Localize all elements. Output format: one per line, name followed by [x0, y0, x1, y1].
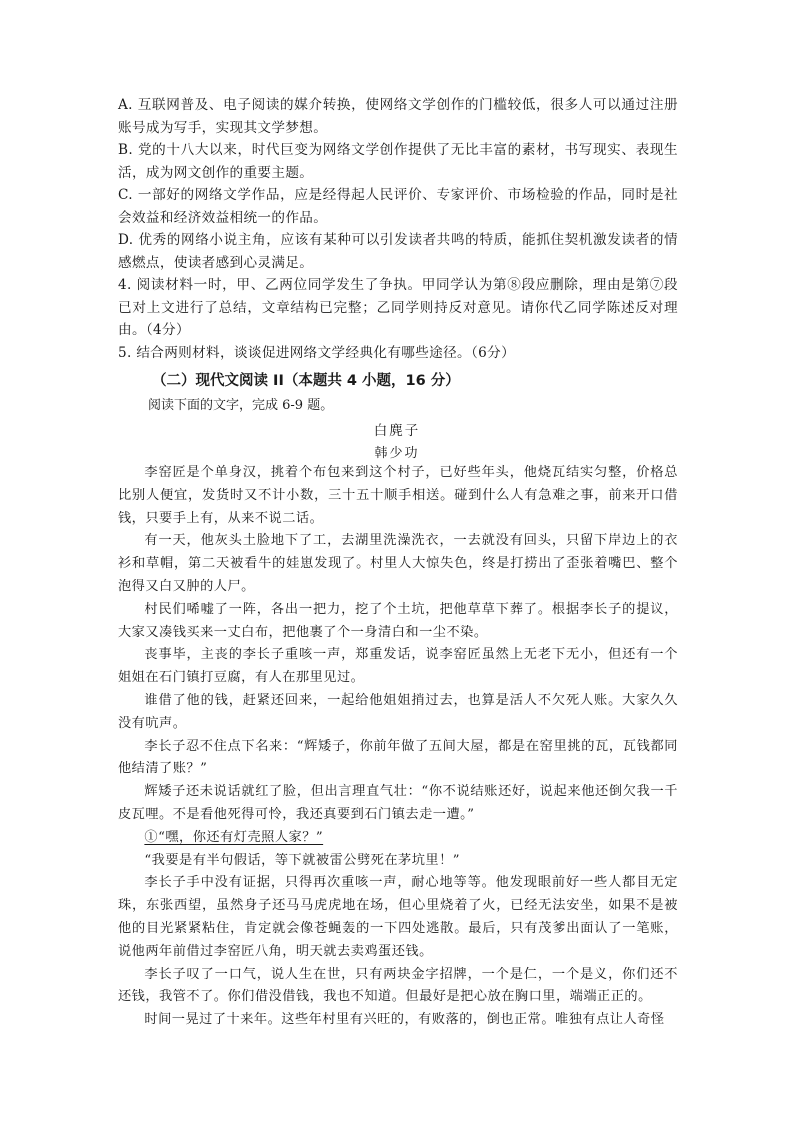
- reading-instruction: 阅读下面的文字，完成 6-9 题。: [148, 398, 334, 413]
- option-d: D. 优秀的网络小说主角，应该有某种可以引发读者共鸣的特质，能抓住契机激发读者的情感燃点，使读者感到心灵满足。: [118, 232, 679, 271]
- story-paragraph: 有一天，他灰头土脸地下了工，去湖里洗澡洗衣，一去就没有回头，只留下岸边上的衣衫和草帽，第二天被看牛的娃崽发现了。村里人大惊失色，终是打捞出了歪张着嘴巴、整个泡得又白又肿的人尸。: [118, 533, 678, 594]
- answer-options-and-questions: [118, 94, 678, 364]
- story-paragraph: “我要是有半句假话，等下就被雷公劈死在茅坑里！”: [144, 852, 460, 868]
- question-4: 4. 阅读材料一时，甲、乙两位同学发生了争执。甲同学认为第⑧段应删除，理由是第⑦段已对上文进行了总结，文章结构已完整；乙同学则持反对意见。请你代乙同学陈述反对理由。（4分）: [118, 277, 679, 338]
- story-paragraph: 辉矮子还未说话就红了脸，但出言理直气壮：“你不说结账还好，说起来他还倒欠我一千皮瓦哩。不是看他死得可怜，我还真要到石门镇去走一遭。”: [118, 784, 678, 822]
- story-paragraph-underlined: [118, 827, 678, 850]
- question-5: 5. 结合两则材料，谈谈促进网络文学经典化有哪些途径。（6分）: [118, 344, 516, 361]
- story-paragraph: 李长子叹了一口气，说人生在世，只有两块金字招牌，一个是仁，一个是义，你们还不还钱，我管不了。你们借没借钱，我也不知道。但最好是把心放在胸口里，端端正正的。: [118, 966, 678, 1005]
- story-paragraph: 村民们唏嘘了一阵，各出一把力，挖了个土坑，把他草草下葬了。根据李长子的提议，大家又凑钱买来一丈白布，把他裹了个一身清白和一尘不染。: [118, 601, 678, 640]
- story-author: 韩少功: [374, 446, 420, 461]
- story-title: 白麂子: [373, 423, 421, 439]
- story-body: [118, 462, 678, 1032]
- option-b: B. 党的十八大以来，时代巨变为网络文学创作提供了无比丰富的素材，书写现实、表现生活，成为网文创作的重要主题。: [118, 142, 679, 181]
- option-a: A. 互联网普及、电子阅读的媒介转换，使网络文学创作的门槛较低，很多人可以通过注册账号成为写手，实现其文学梦想。: [118, 97, 679, 136]
- underlined-sentence-1: ①“嘿，你还有灯壳照人家？”: [144, 829, 324, 845]
- story-paragraph: 丧事毕，主丧的李长子重咳一声，郑重发话，说李窑匠虽然上无老下无小，但还有一个姐姐在石门镇打豆腐，有人在那里见过。: [118, 647, 678, 686]
- story-paragraph: 谁借了他的钱，赶紧还回来，一起给他姐姐捎过去，也算是活人不欠死人账。大家久久没有吭声。: [118, 692, 678, 731]
- story-paragraph: 李长子手中没有证据，只得再次重咳一声，耐心地等等。他发现眼前好一些人都目无定珠，东张西望，虽然身子还马马虎虎地在场，但心里烧着了火，已经无法安坐，如果不是被他的目光紧紧粘住，肯定就会像苍蝇轰的一下四处逃散。最后，只有茂爹出面认了一笔账，说他两年前借过李窑匠八角，明天就去卖鸡蛋还钱。: [118, 875, 678, 959]
- section-title: （二）现代文阅读 II（本题共 4 小题，16 分）: [152, 373, 460, 389]
- story-paragraph: 李长子忍不住点下名来：“辉矮子，你前年做了五间大屋，都是在窑里挑的瓦，瓦钱都同他结清了账？”: [118, 738, 678, 777]
- option-c: C. 一部好的网络文学作品，应是经得起人民评价、专家评价、市场检验的作品，同时是社会效益和经济效益相统一的作品。: [118, 187, 679, 226]
- story-paragraph: 时间一晃过了十来年。这些年村里有兴旺的，有败落的，倒也正常。唯独有点让人奇怪: [144, 1012, 665, 1028]
- story-paragraph: 李窑匠是个单身汉，挑着个布包来到这个村子，已好些年头，他烧瓦结实匀整，价格总比别人便宜，发货时又不计小数，三十五十顺手相送。碰到什么人有急难之事，前来开口借钱，只要手上有，从来不说二话。: [118, 465, 678, 526]
